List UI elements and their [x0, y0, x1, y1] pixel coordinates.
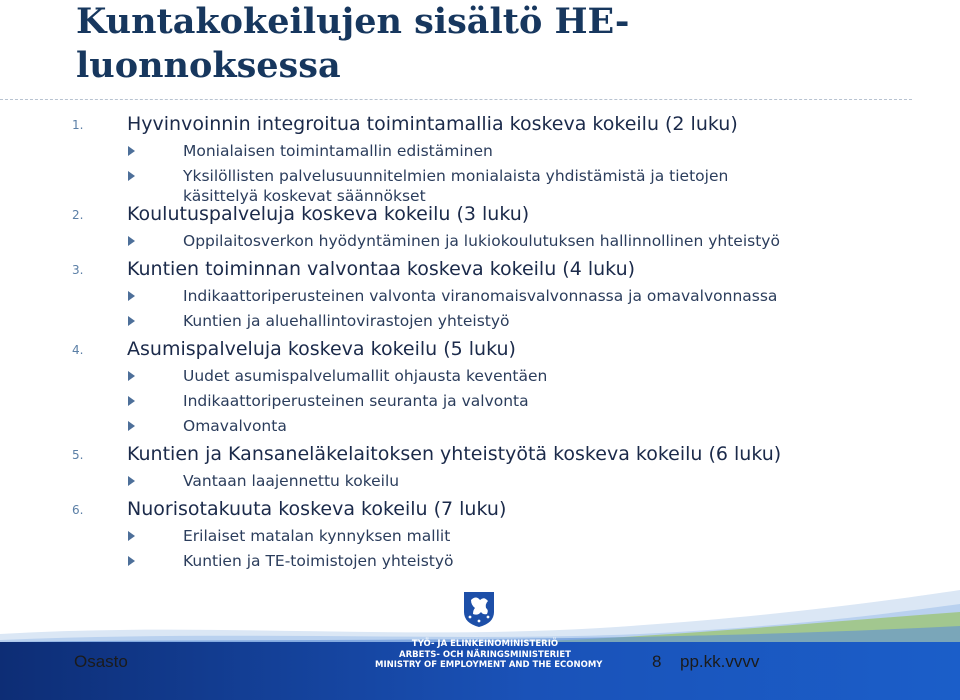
item-text: Nuorisotakuuta koskeva kokeilu (7 luku)	[127, 498, 507, 520]
sub-item-text: Kuntien ja TE-toimistojen yhteistyö	[183, 552, 454, 570]
triangle-bullet-icon	[128, 531, 135, 541]
coat-of-arms-lion-icon	[462, 590, 496, 628]
triangle-bullet-icon	[128, 476, 135, 486]
triangle-bullet-icon	[128, 421, 135, 431]
item-number: 4.	[72, 343, 84, 357]
sub-item	[0, 469, 960, 494]
ministry-line-sv: ARBETS- OCH NÄRINGSMINISTERIET	[399, 649, 571, 660]
triangle-bullet-icon	[128, 371, 135, 381]
sub-item-text: Omavalvonta	[183, 417, 287, 435]
sub-item-text: Uudet asumispalvelumallit ohjausta keventäen	[183, 367, 548, 385]
sub-item	[0, 524, 960, 549]
sub-item	[0, 164, 960, 203]
item-number: 2.	[72, 208, 84, 222]
slide-title: Kuntakokeilujen sisältö HE-luonnoksessa	[76, 1, 630, 86]
sub-item	[0, 414, 960, 439]
item-number: 5.	[72, 448, 84, 462]
sub-item	[0, 549, 960, 574]
triangle-bullet-icon	[128, 316, 135, 326]
item-text: Koulutuspalveluja koskeva kokeilu (3 luku)	[127, 203, 530, 225]
list-item	[0, 113, 960, 139]
sub-item-text: Indikaattoriperusteinen valvonta viranomaisvalvonnassa ja omavalvonnassa	[183, 287, 778, 305]
footer-department: Osasto	[74, 652, 128, 671]
sub-item	[0, 229, 960, 254]
sub-item-text: Kuntien ja aluehallintovirastojen yhteistyö	[183, 312, 510, 330]
footer-date: pp.kk.vvvv	[680, 652, 760, 671]
sub-item-text: Vantaan laajennettu kokeilu	[183, 472, 400, 490]
triangle-bullet-icon	[128, 171, 135, 181]
sub-item-text: Indikaattoriperusteinen seuranta ja valvonta	[183, 392, 529, 410]
item-text: Asumispalveluja koskeva kokeilu (5 luku)	[127, 338, 516, 360]
list-item	[0, 258, 960, 284]
slide-footer	[0, 582, 960, 700]
list-item	[0, 443, 960, 469]
sub-item	[0, 284, 960, 309]
sub-item	[0, 309, 960, 334]
item-text: Kuntien toiminnan valvontaa koskeva kokeilu (4 luku)	[127, 258, 636, 280]
list-item	[0, 203, 960, 229]
triangle-bullet-icon	[128, 556, 135, 566]
list-item	[0, 498, 960, 524]
page-number: 8	[652, 652, 662, 671]
item-number: 3.	[72, 263, 84, 277]
sub-item-text: Erilaiset matalan kynnyksen mallit	[183, 527, 451, 545]
list-item	[0, 338, 960, 364]
item-number: 6.	[72, 503, 84, 517]
sub-item-text: Yksilöllisten palvelusuunnitelmien monialaista yhdistämistä ja tietojen käsittelyä koskevat säännökset	[183, 167, 729, 205]
title-divider	[0, 99, 912, 100]
item-text: Hyvinvoinnin integroitua toimintamallia koskeva kokeilu (2 luku)	[127, 113, 738, 135]
sub-item-text: Oppilaitosverkon hyödyntäminen ja lukiokoulutuksen hallinnollinen yhteistyö	[183, 232, 780, 250]
triangle-bullet-icon	[128, 396, 135, 406]
sub-item	[0, 389, 960, 414]
triangle-bullet-icon	[128, 291, 135, 301]
slide-content	[0, 113, 960, 574]
sub-item	[0, 139, 960, 164]
item-number: 1.	[72, 118, 84, 132]
ministry-line-fi: TYÖ- JA ELINKEINOMINISTERIÖ	[411, 639, 559, 649]
ministry-line-en: MINISTRY OF EMPLOYMENT AND THE ECONOMY	[375, 660, 603, 670]
ministry-logo-text	[375, 639, 603, 671]
triangle-bullet-icon	[128, 236, 135, 246]
sub-item-text: Monialaisen toimintamallin edistäminen	[183, 142, 493, 160]
sub-item	[0, 364, 960, 389]
triangle-bullet-icon	[128, 146, 135, 156]
item-text: Kuntien ja Kansaneläkelaitoksen yhteistyötä koskeva kokeilu (6 luku)	[127, 443, 782, 465]
